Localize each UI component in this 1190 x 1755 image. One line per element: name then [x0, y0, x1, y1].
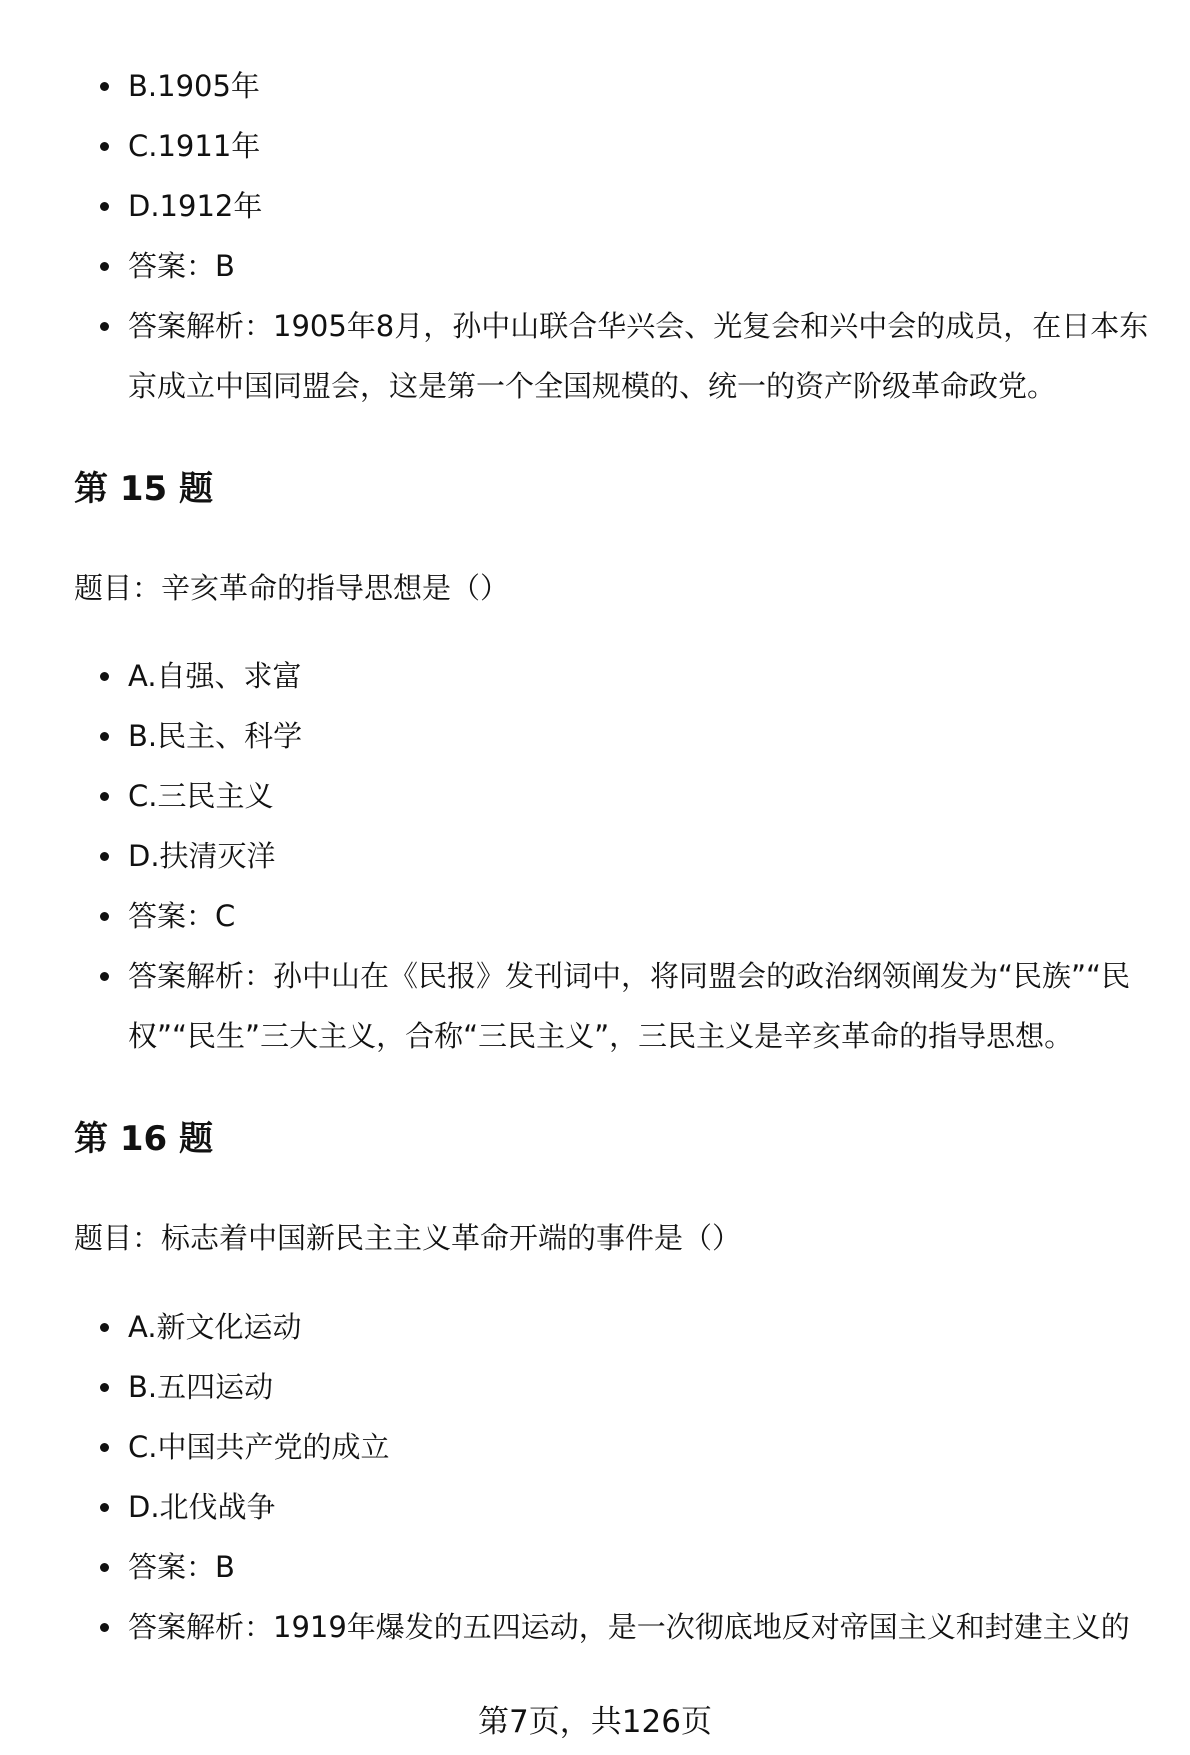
- option-text: B.五四运动: [128, 1370, 274, 1404]
- bullet-icon: [100, 202, 109, 211]
- bullet-icon: [100, 1563, 109, 1572]
- list-item: [0, 766, 1190, 826]
- bullet-icon: [100, 972, 109, 981]
- option-text: D.1912年: [128, 189, 263, 223]
- answer-text: 答案：C: [128, 899, 236, 933]
- bullet-icon: [100, 852, 109, 861]
- list-item: [0, 56, 1190, 116]
- list-item: [0, 1357, 1190, 1417]
- list-item: [0, 1597, 1190, 1657]
- bullet-icon: [100, 732, 109, 741]
- bullet-icon: [100, 1443, 109, 1452]
- q15-option-list: [0, 646, 1190, 1066]
- option-text: D.扶清灭洋: [128, 839, 276, 873]
- question-stem: 题目：辛亥革命的指导思想是（）: [74, 571, 510, 605]
- page-number-footer: 第7页，共126页: [478, 1704, 712, 1740]
- option-text: B.民主、科学: [128, 719, 303, 753]
- list-item: [0, 646, 1190, 706]
- list-item: [0, 886, 1190, 946]
- list-item: [0, 296, 1190, 416]
- bullet-icon: [100, 1623, 109, 1632]
- analysis-text: 答案解析：1919年爆发的五四运动，是一次彻底地反对帝国主义和封建主义的: [128, 1610, 1130, 1644]
- q16-option-list: [0, 1297, 1190, 1657]
- list-item: [0, 236, 1190, 296]
- bullet-icon: [100, 672, 109, 681]
- bullet-icon: [100, 1503, 109, 1512]
- list-item: [0, 706, 1190, 766]
- option-text: A.新文化运动: [128, 1310, 302, 1344]
- bullet-icon: [100, 912, 109, 921]
- list-item: [0, 826, 1190, 886]
- bullet-icon: [100, 82, 109, 91]
- question-title: 第 15 题: [74, 469, 213, 509]
- bullet-icon: [100, 1323, 109, 1332]
- bullet-icon: [100, 322, 109, 331]
- list-item: [0, 1537, 1190, 1597]
- option-text: C.1911年: [128, 129, 261, 163]
- list-item: [0, 1297, 1190, 1357]
- question-stem: 题目：标志着中国新民主主义革命开端的事件是（）: [74, 1221, 742, 1255]
- answer-text: 答案：B: [128, 1550, 235, 1584]
- list-item: [0, 116, 1190, 176]
- bullet-icon: [100, 1383, 109, 1392]
- answer-text: 答案：B: [128, 249, 235, 283]
- bullet-icon: [100, 262, 109, 271]
- question-title: 第 16 题: [74, 1119, 213, 1159]
- option-text: A.自强、求富: [128, 659, 302, 693]
- bullet-icon: [100, 792, 109, 801]
- option-text: C.三民主义: [128, 779, 274, 813]
- option-text: B.1905年: [128, 69, 260, 103]
- list-item: [0, 946, 1190, 1066]
- option-text: D.北伐战争: [128, 1490, 276, 1524]
- analysis-text: 答案解析：孙中山在《民报》发刊词中，将同盟会的政治纲领阐发为“民族”“民权”“民生”三大主义，合称“三民主义”，三民主义是辛亥革命的指导思想。: [128, 959, 1131, 1053]
- option-text: C.中国共产党的成立: [128, 1430, 390, 1464]
- analysis-text: 答案解析：1905年8月，孙中山联合华兴会、光复会和兴中会的成员，在日本东京成立中国同盟会，这是第一个全国规模的、统一的资产阶级革命政党。: [128, 309, 1149, 403]
- list-item: [0, 1417, 1190, 1477]
- bullet-icon: [100, 142, 109, 151]
- list-item: [0, 1477, 1190, 1537]
- q14-option-list: [0, 56, 1190, 416]
- list-item: [0, 176, 1190, 236]
